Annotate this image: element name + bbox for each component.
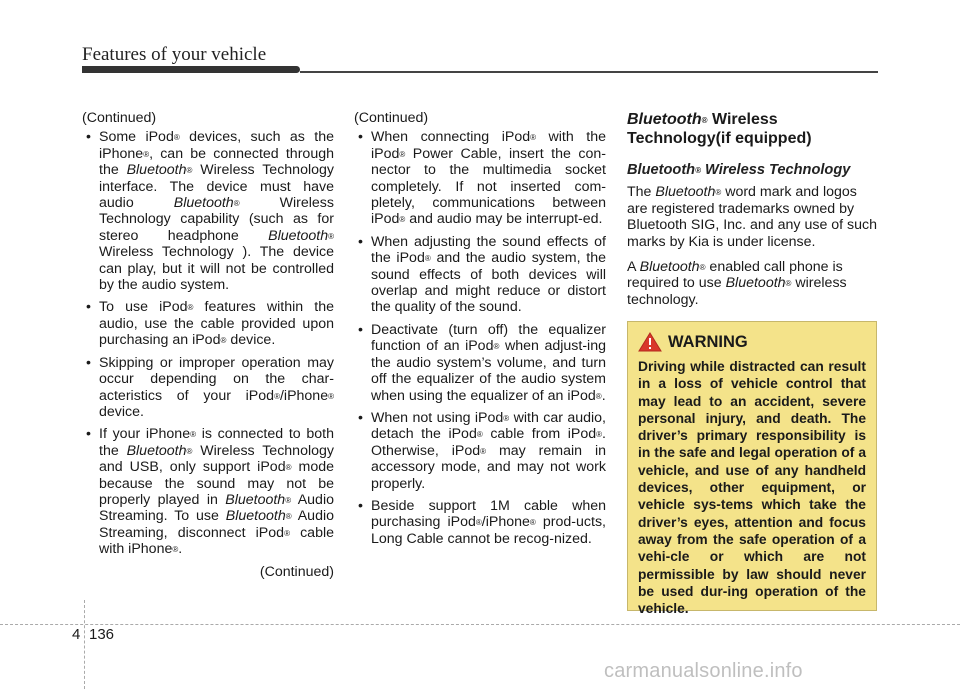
warning-triangle-icon [638, 332, 662, 352]
list-item: • Beside support 1M cable when purchasing iPod®/iPhone® prod-ucts, Long Cable cannot be recog-nized. [354, 498, 606, 547]
warning-text: Driving while distracted can result in a loss of vehicle control that may lead to an accident, severe personal injury, and death. The driver’s primary responsibility is in the safe and legal operation of a vehicle, and use of any handheld devices, other equipment, or vehicle sys-tems which take the driver’s eyes, attention and focus away from the safe operation of a vehi-cle or which are not permissible by law should never be used dur-ing operation of the vehicle. [638, 359, 866, 617]
continued-label: (Continued) [259, 563, 334, 580]
bullet-list [354, 129, 606, 547]
header-rule [300, 71, 878, 73]
footer-divider [84, 600, 85, 689]
header-bar [82, 66, 300, 73]
warning-box [627, 321, 877, 617]
watermark: carmanualsonline.info [604, 660, 803, 682]
list-item: • Skipping or improper operation may occur depending on the char-acteristics of your iPod®/iPhone® device. [82, 355, 334, 421]
column-left [82, 110, 334, 580]
header-title: Features of your vehicle [82, 44, 267, 65]
list-item: • To use iPod® features within the audio, use the cable provided upon purchasing an iPod® device. [82, 299, 334, 348]
footer-rule [0, 624, 960, 625]
column-middle [354, 110, 606, 553]
column-right [627, 110, 879, 317]
list-item: • When not using iPod® with car audio, detach the iPod® cable from iPod®. Otherwise, iPod® may remain in accessory mode, and may not work properly. [354, 410, 606, 492]
warning-title: WARNING [668, 332, 748, 351]
page-number: 136 [89, 626, 115, 643]
list-item: • Deactivate (turn off) the equalizer function of an iPod® when adjust-ing the audio system’s volume, and turn off the equalizer of the audio system when using the equalizer of an iPod®. [354, 322, 606, 404]
paragraph: A Bluetooth® enabled call phone is required to use Bluetooth® wireless technology. [627, 259, 847, 308]
continued-label: (Continued) [354, 110, 429, 126]
chapter-number: 4 [72, 626, 81, 643]
list-item: • When connecting iPod® with the iPod® Power Cable, insert the con-nector to the multimedia socket completely. If not inserted com-pletely, communications between iPod® and audio may be interrupt-ed. [354, 129, 606, 227]
continued-label: (Continued) [82, 110, 157, 126]
list-item: • When adjusting the sound effects of the iPod® and the audio system, the sound effects of both devices will overlap and might reduce or distort the quality of the sound. [354, 234, 606, 316]
sub-title: Bluetooth® Wireless Technology [627, 162, 851, 178]
list-item: • If your iPhone® is connected to both the Bluetooth® Wireless Technology and USB, only support iPod® mode because the sound may not be properly played in Bluetooth® Audio Streaming. To use Bluetooth® Audio Streaming, disconnect iPod® cable with iPhone®. [82, 426, 334, 557]
bullet-list [82, 129, 334, 557]
list-item: • Some iPod® devices, such as the iPhone®, can be connected through the Bluetooth® Wireless Technology interface. The device must have audio Bluetooth® Wireless Technology capability (such as for stereo headphone Bluetooth® Wireless Technology ). The device can play, but it will not be controlled by the audio system. [82, 129, 334, 293]
paragraph: The Bluetooth® word mark and logos are registered trademarks owned by Bluetooth SIG, Inc. and any use of such marks by Kia is under license. [627, 184, 878, 250]
section-title: Bluetooth® Wireless Technology(if equipped) [627, 111, 812, 147]
warning-header [638, 332, 866, 352]
